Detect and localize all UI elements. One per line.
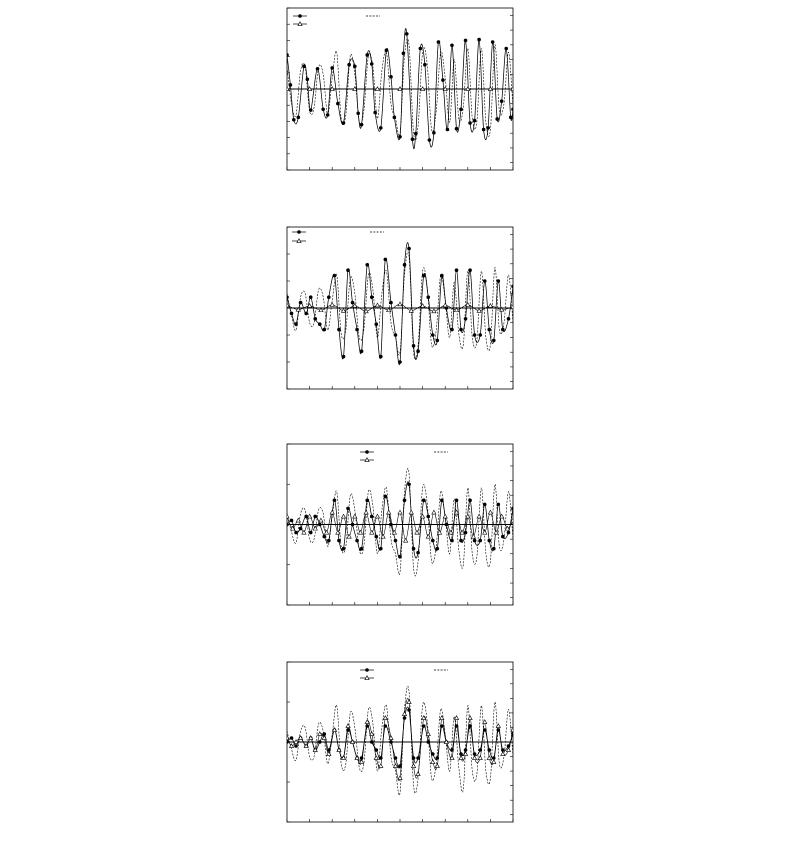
series-point-lateral bbox=[403, 499, 407, 503]
series-point-lateral bbox=[437, 40, 441, 44]
series-point-lateral bbox=[309, 295, 313, 299]
series-point-lateral bbox=[285, 523, 289, 527]
series-point-lateral bbox=[365, 263, 369, 267]
series-point-lateral bbox=[297, 116, 301, 120]
series-point-lateral bbox=[407, 247, 411, 251]
series-point-lateral bbox=[384, 258, 388, 262]
series-point-lateral bbox=[389, 75, 393, 79]
series-point-lateral bbox=[294, 531, 298, 535]
series-point-lateral bbox=[374, 322, 378, 326]
series-point-lateral bbox=[394, 539, 398, 543]
series-point-lateral bbox=[355, 539, 359, 543]
series-point-lateral bbox=[446, 128, 450, 132]
series-point-lateral bbox=[507, 531, 511, 535]
legend-swatch-marker bbox=[365, 668, 369, 672]
series-point-lateral bbox=[431, 539, 435, 543]
series-point-lateral bbox=[360, 547, 364, 551]
series-point-lateral bbox=[285, 53, 289, 57]
series-point-lateral bbox=[318, 740, 322, 744]
series-point-lateral bbox=[478, 539, 482, 543]
series-point-lateral bbox=[370, 515, 374, 519]
series-point-lateral bbox=[321, 107, 325, 111]
series-point-lateral bbox=[346, 507, 350, 511]
series-point-lateral bbox=[416, 349, 420, 353]
chart-panel-a bbox=[0, 0, 800, 217]
series-point-lateral bbox=[450, 43, 454, 47]
series-point-lateral bbox=[509, 116, 513, 120]
series-point-lateral bbox=[495, 117, 499, 121]
series-point-lateral bbox=[487, 539, 491, 543]
series-point-lateral bbox=[459, 107, 463, 111]
series-point-lateral bbox=[407, 482, 411, 486]
series-point-lateral bbox=[292, 118, 296, 122]
chart-panel-d bbox=[0, 650, 800, 866]
series-point-lateral bbox=[342, 355, 346, 359]
series-point-lateral bbox=[379, 547, 383, 551]
series-point-lateral bbox=[423, 63, 427, 67]
series-point-lateral bbox=[416, 551, 420, 555]
series-point-lateral bbox=[394, 333, 398, 337]
series-point-lateral bbox=[504, 47, 508, 51]
series-point-lateral bbox=[318, 322, 322, 326]
series-point-lateral bbox=[491, 40, 495, 44]
series-point-lateral bbox=[455, 127, 459, 131]
series-point-lateral bbox=[464, 39, 468, 43]
legend-swatch-marker bbox=[298, 14, 302, 18]
series-point-lateral bbox=[379, 126, 383, 130]
series-point-lateral bbox=[309, 531, 313, 535]
series-point-lateral bbox=[322, 535, 326, 539]
legend-swatch-marker bbox=[365, 450, 369, 454]
series-point-lateral bbox=[483, 279, 487, 283]
series-point-lateral bbox=[459, 539, 463, 543]
series-point-lateral bbox=[432, 131, 436, 135]
series-point-lateral bbox=[511, 285, 515, 289]
series-point-lateral bbox=[327, 295, 331, 299]
series-point-lateral bbox=[431, 333, 435, 337]
series-point-lateral bbox=[316, 67, 320, 71]
series-point-lateral bbox=[468, 499, 472, 503]
series-point-lateral bbox=[473, 539, 477, 543]
series-point-lateral bbox=[294, 744, 298, 748]
series-point-lateral bbox=[483, 503, 487, 507]
series-point-lateral bbox=[473, 119, 477, 123]
series-point-lateral bbox=[497, 279, 501, 283]
series-point-lateral bbox=[428, 138, 432, 142]
series-point-lateral bbox=[360, 349, 364, 353]
series-point-lateral bbox=[306, 77, 310, 81]
series-point-lateral bbox=[482, 128, 486, 132]
series-point-lateral bbox=[337, 328, 341, 332]
series-point-lateral bbox=[411, 137, 415, 141]
series-point-lateral bbox=[435, 339, 439, 343]
series-point-lateral bbox=[487, 328, 491, 332]
series-point-lateral bbox=[379, 355, 383, 359]
series-point-lateral bbox=[459, 328, 463, 332]
series-point-lateral bbox=[441, 78, 445, 82]
series-point-lateral bbox=[351, 301, 355, 305]
series-point-lateral bbox=[422, 499, 426, 503]
series-point-lateral bbox=[468, 121, 472, 125]
series-point-lateral bbox=[336, 102, 340, 106]
series-point-lateral bbox=[507, 317, 511, 321]
series-point-lateral bbox=[370, 62, 374, 66]
series-point-lateral bbox=[412, 344, 416, 348]
series-point-lateral bbox=[500, 99, 504, 103]
series-point-lateral bbox=[419, 47, 423, 51]
series-point-lateral bbox=[478, 333, 482, 337]
series-point-lateral bbox=[464, 317, 468, 321]
series-point-lateral bbox=[455, 268, 459, 272]
chart-panel-c bbox=[0, 434, 800, 650]
series-point-lateral bbox=[473, 333, 477, 337]
series-point-lateral bbox=[290, 736, 294, 740]
series-point-lateral bbox=[313, 515, 317, 519]
series-point-lateral bbox=[322, 328, 326, 332]
legend-swatch-marker bbox=[297, 230, 301, 234]
series-point-lateral bbox=[468, 268, 472, 272]
series-point-lateral bbox=[492, 547, 496, 551]
series-point-lateral bbox=[405, 32, 409, 36]
series-point-lateral bbox=[511, 107, 515, 111]
chart-panel-b bbox=[0, 217, 800, 434]
series-point-lateral bbox=[422, 274, 426, 278]
series-point-lateral bbox=[492, 339, 496, 343]
series-point-lateral bbox=[398, 360, 402, 364]
series-point-lateral bbox=[327, 539, 331, 543]
series-point-lateral bbox=[389, 301, 393, 305]
series-point-lateral bbox=[304, 312, 308, 316]
series-point-lateral bbox=[370, 295, 374, 299]
series-point-lateral bbox=[477, 38, 481, 42]
series-point-lateral bbox=[285, 295, 289, 299]
series-point-lateral bbox=[299, 301, 303, 305]
series-point-lateral bbox=[290, 519, 294, 523]
series-point-lateral bbox=[342, 547, 346, 551]
series-point-lateral bbox=[346, 268, 350, 272]
series-point-lateral bbox=[511, 507, 515, 511]
